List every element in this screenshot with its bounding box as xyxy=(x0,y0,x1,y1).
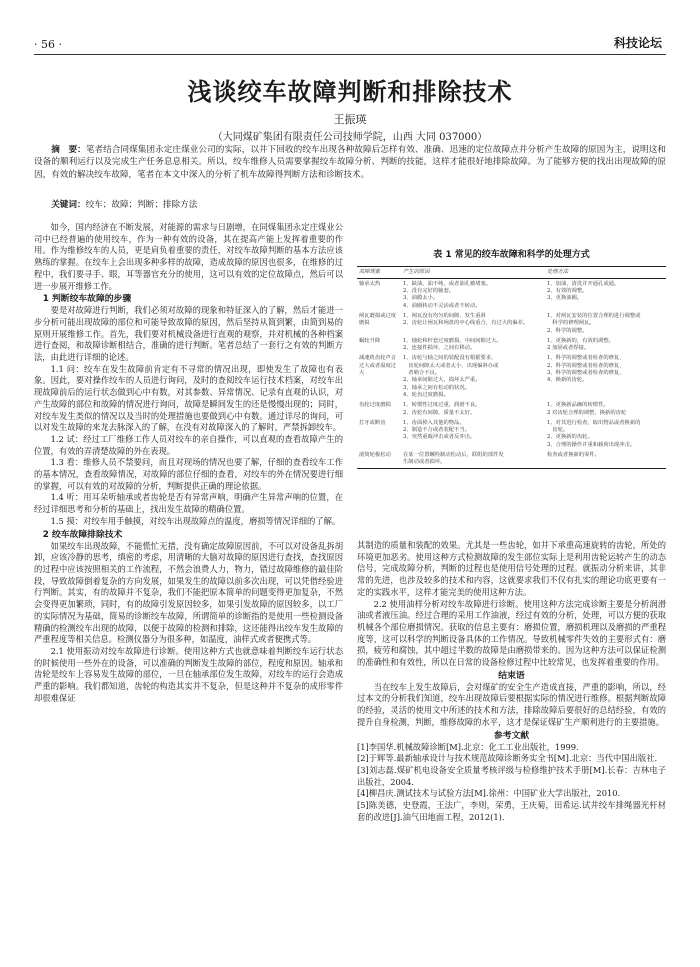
table-cell: 1、科学的调整或者检查的修复， 2、科学的调整或者检查的修复， 3、科学的调整或者检查的修复， 4、换新的齿轮。 xyxy=(547,355,625,384)
abstract-label: 摘 要： xyxy=(51,145,86,155)
section-heading: 2 绞车故障排除技术 xyxy=(42,529,123,540)
table-row xyxy=(357,354,666,401)
keywords xyxy=(34,199,666,211)
table-cell: 齿轮过度磨损 xyxy=(359,402,391,409)
body-paragraph: 1.5 摸：对绞车用手触摸，对绞车出现故障点的温度，磨损等情况详细的了解。 xyxy=(50,515,341,526)
table-cell: 打牙或断齿 xyxy=(359,419,386,426)
table-cell: 1、齿轮与轴之间的装配没有根据要求， 齿轮间隙太大或者太小，出现偏斜办或 者啮合不良。 2、轴承间隙过大，损坏太严重。 3、轴承之间有松动的状况。 4、轮齿过度磨损。 xyxy=(403,355,499,398)
table-cell: 1、轴轮和杆套过度磨损，中间间隙过大。 2、连接件损坏，之间有移动。 xyxy=(403,337,502,352)
table-header-cell: 处理方法 xyxy=(545,267,666,279)
page-number: · 56 · xyxy=(34,38,62,51)
table-cell: 1、齿面掉入其他的物品。 2、制造不合或者装配不当。 3、突然重载冲击或者反冲击。 xyxy=(403,419,476,441)
table-header-row xyxy=(357,267,666,279)
table-cell: 在某一位置螺栓制动松动后，联组的部件发 生制动或者损坏。 xyxy=(401,451,545,469)
body-paragraph: 1.4 听：用耳朵听轴承或者齿轮是否有异常声响，明确产生异常声响的位置，在经过详细思考和分析的基础上，找出发生故障的精确位置。 xyxy=(34,492,343,515)
table-cell: 1、闸瓦没有均匀的间隙，发生重斜 2、齿轮让闸瓦和闸盘的中心线重合，有过大的偏差。 xyxy=(403,312,529,327)
table-cell: 1、对闸瓦安装的位置合理的进行调整或 科学的修理闸瓦。 2、科学的调整。 xyxy=(547,312,641,334)
table-cell: 减速机齿轮声音过大或者温度过大 xyxy=(359,355,397,377)
reference-item: [5]陈美德，史登霞，王法广，李则，荣勇，王庆菊，田希运.试井绞车排绳器光杆材套的改进[J].油气田地面工程，2012(1). xyxy=(357,800,666,822)
reference-item: [4]柳昌庆.测试技术与试验方法[M].徐州：中国矿业大学出版社，2010. xyxy=(357,788,621,799)
body-paragraph: 要是对故障进行判断，我们必须对故障的现象和特征深入的了解，然后才能进一步分析可能出现故障的部位和可能导致故障的原因，然后坚持从简到繁，由简到易的原则开展维修工作。首先，我们要对机械设备进行直观的观察，并对机械的各种档案进行查阅，和故障诊断相结合，准确的进行判断。笔者总结了一套行之有效的判断方法，由此进行详细的论述。 xyxy=(34,305,343,363)
table-cell: 闸瓦磨损或过度磨损 xyxy=(359,312,397,327)
table-row xyxy=(357,311,666,336)
table-row xyxy=(357,336,666,354)
body-paragraph: 如今，国内经济在不断发展，对能源的需求与日剧增，在同煤集团永定庄煤业公司中已经普遍的使用绞车，作为一种有效的设备，其在提高产能上发挥着重要的作用。作为维修绞车的人员，更是肩负着重要的责任，对绞车故障判断的基本方法应该熟练的掌握。在绞车上会出现多种多样的故障，造成故障的原因也很多，在维修的过程中，我们要寻手、眼，耳等器官充分的使用，这可以有效的定位故障点，然后可以进一步展开维修工作。 xyxy=(34,222,343,291)
fault-table xyxy=(357,266,666,469)
table-cell: 1、更换新品确的转惯性。 2 对齿轮合理的调整，换新的齿轮 xyxy=(547,402,627,416)
table-cell: 滚筒轮极松动 xyxy=(357,451,401,469)
table-row xyxy=(357,418,666,450)
table-title: 表 1 常见的绞车故障和科学的处理方式 xyxy=(433,250,590,260)
table-cell: 1、缺油，油不纯，或者油孔被堵塞。 2、没有完好的轴套。 3、油膜太小。 4、油圈转动不灵活或者不转动。 xyxy=(403,280,492,309)
author: 王振瑛 xyxy=(333,113,367,126)
body-paragraph: 如果绞车出现故障，不能慌忙无措，没有确定故障原因前，不可以对设备乱拆胡卸，应该冷静的思考，缜密的考虑，用清晰的大脑对故障的原因进行查找，查找原因的过程中应该按照相关的工作流程，不然会浪费人力，物力，错过故障维修的最佳阶段，导致故障倒着复杂的方向发展，如果发生的故障以前多次出现，可以凭借经验进行判断。其实，有的故障并不复杂，我们不能把原本简单的问题变得更加复杂，不然会变得更加繁琐，同时，有的故障引发原因较多，如果引发故障的原因较多，以工厂的实际情况为基础，简易的诊断绞车故障，所谓简单的诊断指的是使用一些检测设备精确的检测绞车出现的故障，以便于故障的检测和排除，这还能得出绞车发生故障的严重程度等相关信息。检测仪器分为很多种，如温度，油样式或者便携式等。 xyxy=(34,540,343,645)
table-header-cell: 故障现象 xyxy=(357,267,401,279)
table-row xyxy=(357,451,666,469)
table-cell: 1、更换新的，有效的调整。 2 加固或者焊接。 xyxy=(547,337,614,352)
table-cell: 检查或者换新的零件。 xyxy=(545,451,666,469)
body-paragraph: 其制造的质量和装配的效果。尤其是一些齿轮，如井下承重高速旋转的齿轮，所处的环境更加恶劣。使用这种方式检测故障的发生部位实际上是利用齿轮运转产生的动态信号，完成故障分析，判断的过程也是使用信号处理的过程。就振动分析来讲，其非常的先进，也涉及较多的技术和内容，这就要求我们不仅有扎实的理论功底更要有一定的实践水平，这样才能完美的使用这种方法。 xyxy=(357,540,666,597)
body-paragraph: 2.1 使用振动对绞车故障进行诊断。使用这种方式也就意味着判断绞车运行状态的时候使用一些外在的设备，可以准确的判断发生故障的部位，程度和原因。轴承和齿轮是绞车上容易发生故障的部位，一旦在轴承部位发生故障，对绞车的运行会造成严重的影响。我们都知道，齿轮的构造其实并不复杂，但是这种并不复杂的成形零件却很难保证 xyxy=(34,645,343,703)
reference-item: [1]李国华.机械故障诊断[M].北京：化工工业出版社，1999. xyxy=(357,741,579,752)
table-row xyxy=(357,279,666,312)
article-title: 浅谈绞车故障判断和排除技术 xyxy=(187,78,513,106)
affiliation: （大同煤矿集团有限责任公司技师学院，山西 大同 037000） xyxy=(212,132,488,143)
abstract-text: 笔者结合同煤集团永定庄煤业公司的实际，以井下回收的绞车出现各种故障后怎样有效、准确、迅速的定位故障点并分析产生故障的原因为主，说明这和设备的顺利运行以及完成生产任务息息相关。所以，绞车维修人员需要掌握绞车故障分析、判断的技能，这样才能很好地排除故障。为了能够方便的找出出现故障的原因，有效的解决绞车故障，笔者在本文中深入的分析了机车故障得判断方法和诊断技术。 xyxy=(34,145,666,180)
body-paragraph: 当在绞车上发生故障后，会对煤矿的安全生产造成直接，严重的影响，所以，经过本文的分析我们知道，绞车出现故障后要根据实际的情况进行维修。根据判断故障的经验，灵活的使用文中所述的技术和方法，排除故障后要很好的总结经验，有效的提升自身检测，判断，维修故障的水平，这才是保证煤矿生产顺利进行的主要措施。 xyxy=(357,681,666,727)
section-heading: 1 判断绞车故障的步骤 xyxy=(42,294,132,305)
section-heading: 参考文献 xyxy=(493,730,530,741)
right-column xyxy=(357,540,666,942)
left-column xyxy=(34,222,343,942)
body-paragraph: 1.1 问：绞车在发生故障前肯定有不寻常的情况出现，即使发生了故障也有表象。因此，要对操作绞车的人员进行询问，及时的查阅绞车运行技术档案，对绞车出现故障前后的运行状态做到心中有数，对其参数、异常情况、记录有直观的认识，对产生故障的部位和故障的情况进行询问，故障是瞬间发生的还是慢慢出现的；同时，对绞车发生类似的情况以及当时的处理措施也要做到心中有数。通过详尽的询问，可以对发生故障的来龙去脉深入的了解，在没有对故障深入的了解时，严禁拆卸绞车。 xyxy=(34,363,343,433)
reference-item: [3]刘志磊.煤矿机电设备安全质量考核评级与检修维护技术手册[M].长春：吉林电子出版社，2004. xyxy=(357,764,666,787)
table-cell: 轴承太热 xyxy=(359,280,381,287)
table-row xyxy=(357,401,666,419)
section-label: 科技论坛 xyxy=(613,36,662,50)
abstract xyxy=(34,144,666,181)
table-cell: 蜗轮升降 xyxy=(359,337,381,344)
section-heading: 结束语 xyxy=(498,670,525,681)
table-cell: 1、对其进行检查，取出物品或者换新的 齿轮。 2、更换新的齿轮。 3、合理的操作并重和载荷出现冲击。 xyxy=(547,419,641,448)
page-header xyxy=(34,32,666,55)
table-cell: 1、加油，清洗并开通孔或通。 2、有效的调整。 3、更换油圈。 xyxy=(547,280,620,302)
table-header-cell: 产生的原因 xyxy=(401,267,545,279)
keywords-text: 绞车；故障；判断；排除方法 xyxy=(85,200,198,210)
body-paragraph: 1.3 看：维修人员不禁要问，而且对现场的情况也要了解，仔细的查看绞车工作的基本情况，查看故障情况，对故障的部位仔细的查看，对绞车的外在情况要进行细的掌握，可以有效的对故障的分析，判断提供正确的理论依据。 xyxy=(34,457,343,491)
body-paragraph: 2.2 使用油样分析对绞车故障进行诊断。使用这种方法完成诊断主要是分析润滑油或者液压油。经过合理的采用工作油液，经过有效的分析，处理，可以方便的获取机械各个部位磨损情况。获取的信息主要有：磨损位置，磨损机理以及磨损的严重程度等，这可以科学的判断设备具体的工作情况。导致机械零件失效的主要形式有：磨损，疲劳和腐蚀，其中超过半数的故障是由磨损带来的。因为这种方法可以保证检测的准确性和有效性，所以在日常的设备检修过程中比较常见，也发挥着重要的作用。 xyxy=(357,598,666,668)
table-cell: 1、转惯性过度过重，润滑不良。 2、齿轮有间隙，质量不太好。 xyxy=(403,402,481,416)
body-paragraph: 1.2 试：经过工厂维修工作人员对绞车的亲自操作，可以直观的查看故障产生的位置，有效的弄清楚故障的外在表现。 xyxy=(34,433,343,456)
reference-item: [2]于辉等.最新轴承设计与技术规范故障诊断务实全书[M].北京：当代中国出版社. xyxy=(357,753,658,764)
keywords-label: 关键词： xyxy=(51,200,86,210)
